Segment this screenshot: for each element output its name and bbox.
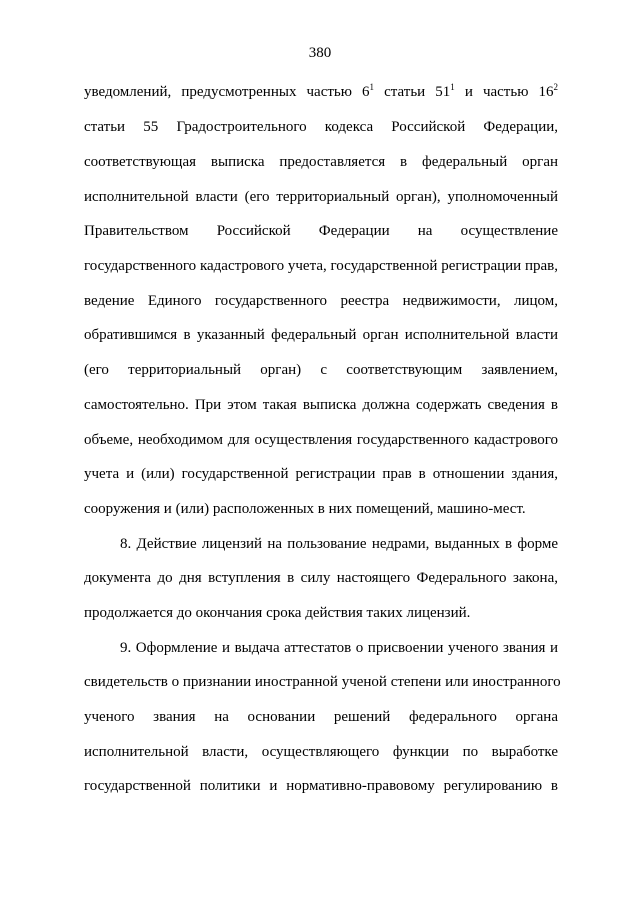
text-line: ученого звания на основании решений федерального органа <box>84 709 558 725</box>
text-line: обратившимся в указанный федеральный орган исполнительной власти <box>84 327 558 343</box>
text-fragment: уведомлений, предусмотренных частью 6 <box>84 84 370 100</box>
superscript: 1 <box>450 82 455 92</box>
text-line <box>84 83 558 101</box>
text-line: исполнительной власти, осуществляющего функции по выработке <box>84 744 558 760</box>
superscript: 1 <box>369 82 375 92</box>
superscript: 2 <box>553 82 558 92</box>
text-fragment: статьи 51 <box>374 84 451 100</box>
text-line: учета и (или) государственной регистрации прав в отношении здания, <box>84 466 558 482</box>
text-line: исполнительной власти (его территориальный орган), уполномоченный <box>84 189 558 205</box>
paragraph-first-line: 8. Действие лицензий на пользование недрами, выданных в форме <box>120 536 558 552</box>
text-line: (его территориальный орган) с соответствующим заявлением, <box>84 362 558 378</box>
text-line: государственного кадастрового учета, государственной регистрации прав, <box>84 258 558 274</box>
page-number: 380 <box>308 45 332 61</box>
text-fragment: и частью 16 <box>454 84 554 100</box>
text-line: ведение Единого государственного реестра недвижимости, лицом, <box>84 293 558 309</box>
text-line: самостоятельно. При этом такая выписка должна содержать сведения в <box>84 397 558 413</box>
text-line: соответствующая выписка предоставляется в федеральный орган <box>84 154 558 170</box>
text-line: объеме, необходимом для осуществления государственного кадастрового <box>84 432 558 448</box>
paragraph-first-line: 9. Оформление и выдача аттестатов о присвоении ученого звания и <box>120 640 558 656</box>
text-line: документа до дня вступления в силу настоящего Федерального закона, <box>84 570 558 586</box>
text-line: статьи 55 Градостроительного кодекса Российской Федерации, <box>84 119 558 135</box>
text-line: государственной политики и нормативно-правовому регулированию в <box>84 778 558 794</box>
paragraph-last-line: сооружения и (или) расположенных в них помещений, машино-мест. <box>84 501 526 517</box>
text-line: свидетельств о признании иностранной ученой степени или иностранного <box>84 674 561 690</box>
paragraph-last-line: продолжается до окончания срока действия таких лицензий. <box>84 605 471 621</box>
text-line: Правительством Российской Федерации на осуществление <box>84 223 558 239</box>
